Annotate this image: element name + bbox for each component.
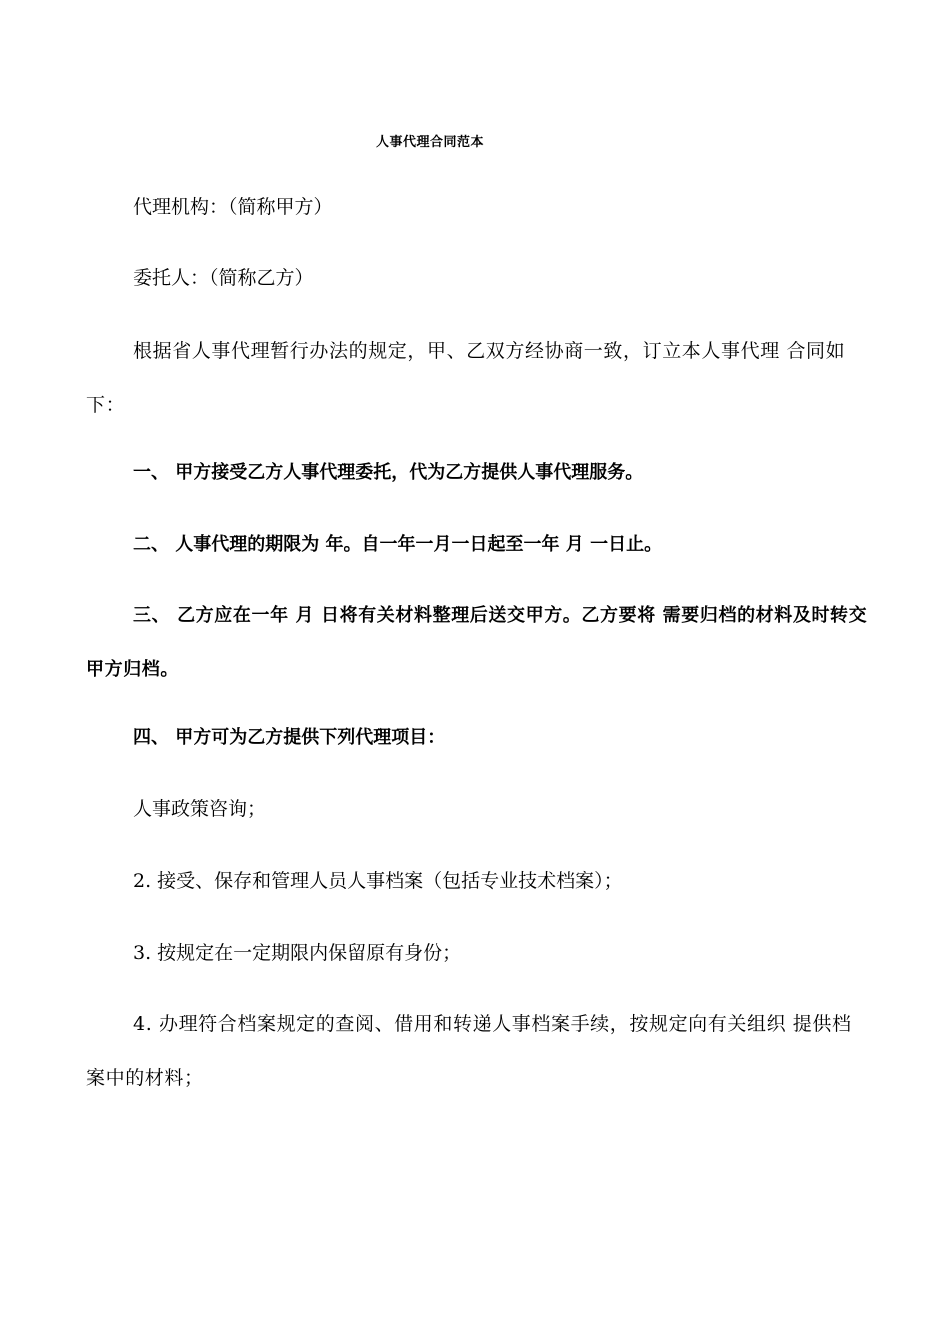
paragraph-client: 委托人：（简称乙方）: [133, 267, 314, 289]
list-item-4: 4. 办理符合档案规定的查阅、借用和转递人事档案手续，按规定向有关组织 提供档案中的材料；: [86, 1013, 852, 1089]
list-item-2: 2. 接受、保存和管理人员人事档案（包括专业技术档案）；: [133, 870, 623, 892]
list-item-3: 3. 按规定在一定期限内保留原有身份；: [133, 942, 462, 964]
clause-2: 二、 人事代理的期限为 年。自一年一月一日起至一年 月 一日止。: [133, 534, 663, 555]
clause-4: 四、 甲方可为乙方提供下列代理项目：: [133, 727, 446, 748]
document-title: 人事代理合同范本: [375, 135, 484, 150]
clause-3: 三、 乙方应在一年 月 日将有关材料整理后送交甲方。乙方要将 需要归档的材料及时转交甲方归档。: [86, 605, 868, 680]
list-item-1: 人事政策咨询；: [133, 798, 267, 820]
paragraph-preamble: 根据省人事代理暂行办法的规定，甲、乙双方经协商一致，订立本人事代理 合同如下：: [86, 340, 846, 416]
paragraph-agency: 代理机构：（简称甲方）: [133, 196, 333, 218]
clause-1: 一、 甲方接受乙方人事代理委托，代为乙方提供人事代理服务。: [133, 462, 644, 483]
